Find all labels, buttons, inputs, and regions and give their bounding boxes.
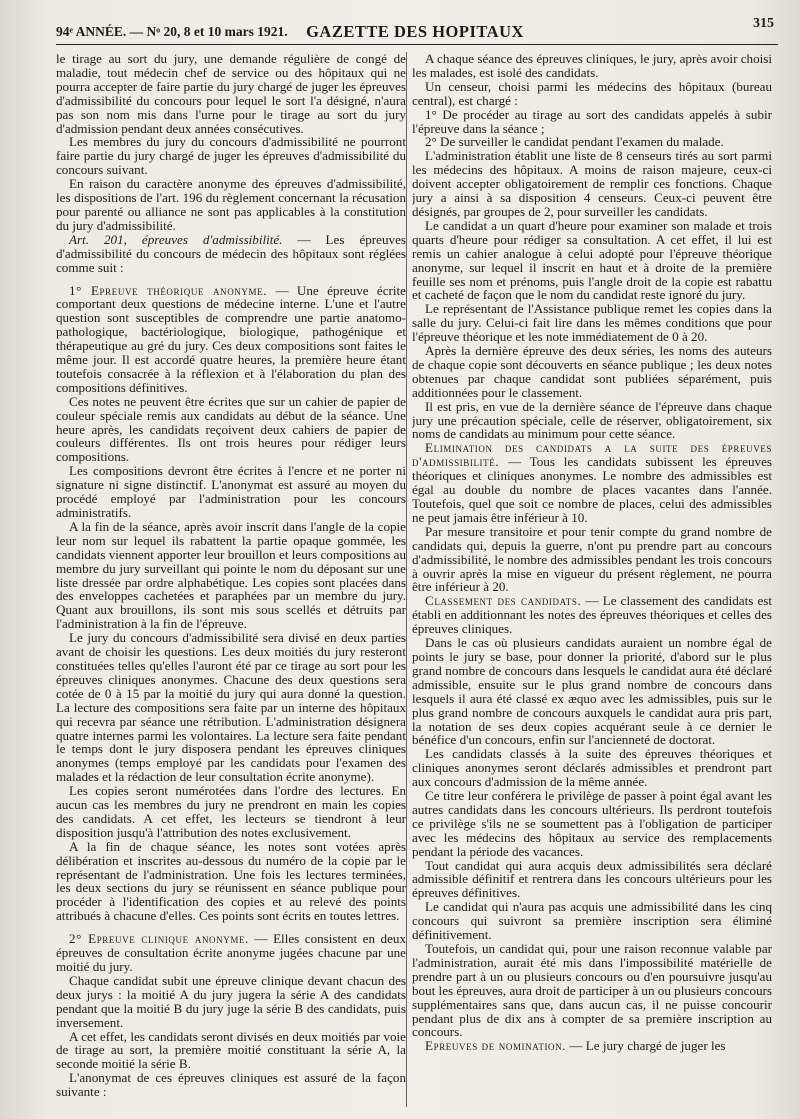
journal-title: GAZETTE DES HOPITAUX	[306, 22, 524, 41]
paragraph: A chaque séance des épreuves cliniques, le jury, après avoir choisi les malades, est isolé des candidats.	[412, 52, 772, 80]
paragraph: Un censeur, choisi parmi les médecins des hôpitaux (bureau central), est chargé :	[412, 78, 772, 108]
paragraph: le tirage au sort du jury, une demande régulière de congé de maladie, tout médecin chef de service ou des hôpitaux qui ne pourra accepter de faire partie du jury chargé de juger les épreuves d'admissibilité du concours pour lequel le sort l'a désigné, n'aura pas son nom mis dans l'urne pour le tirage au sort du jury d'admission pendant deux années consécutives.	[56, 52, 406, 136]
paragraph: 1° De procéder au tirage au sort des candidats appelés à subir l'épreuve dans la séance ;	[412, 106, 772, 136]
section-heading: Epreuves de nomination.	[425, 1038, 567, 1054]
section-text: — Elles consistent en deux épreuves de consultation écrite anonyme jugées chacune par une moitié du jury.	[56, 931, 406, 974]
paragraph: Les copies seront numérotées dans l'ordre des lectures. En aucun cas les membres du jury ne prendront en main les copies des candidats. A cet effet, les lecteurs se tiendront à leur disposition jusqu'à l'attribution des notes exclusivement.	[56, 783, 406, 840]
left-column	[56, 52, 406, 1107]
section-text: — Une épreuve écrite comportant deux questions de médecine interne. L'une et l'autre question sont susceptibles de comprendre une partie anatomo-pathologique, bactériologique, biologique, pathogénique et thérapeutique au gré du jury. Ces deux compositions sont faites le même jour. Il est accordé quatre heures, la première heure étant toutefois consacrée à la réflexion et à l'élaboration du plan des compositions définitives.	[56, 282, 406, 395]
paragraph: Après la dernière épreuve des deux séries, les noms des auteurs de chaque copie sont découverts en séance publique ; les deux notes obtenues par chaque candidat sont publiées séparément, puis additionnées pour le classement.	[412, 343, 772, 400]
article-text: — Les épreuves d'admissibilité du concours de médecin des hôpitaux sont réglées comme suit :	[56, 231, 406, 275]
section-heading: Elimination des candidats a la suite des épreuves d'admissibilité.	[412, 440, 772, 470]
paragraph: Les membres du jury du concours d'admissibilité ne pourront faire partie du jury chargé de juger les épreuves d'admissibilité du concours suivant.	[56, 134, 406, 178]
section-paragraph	[412, 594, 772, 636]
column-divider	[406, 52, 407, 1107]
header-rule	[56, 44, 778, 45]
page-number: 315	[753, 16, 774, 31]
paragraph: Ce titre leur conférera le privilège de passer à point égal avant les autres candidats dans les concours ultérieurs. Ils perdront toutefois ce privilège s'ils ne se soumettent pas à l'obligation de participer avec les médecins des hôpitaux au service des remplacements pendant la période des vacances.	[412, 788, 772, 859]
section-text: — Tous les candidats subissent les épreuves théoriques et cliniques anonymes. Le nombre des admissibles est égal au double du nombre de places vacantes dans l'année. Toutefois, quel que soit ce nombre de places, celui des admissibles ne peut jamais être inférieur à 10.	[412, 454, 772, 525]
paragraph: Le candidat a un quart d'heure pour examiner son malade et trois quarts d'heure pour rédiger sa consultation. A cet effet, il lui est remis un cahier analogue à celui adopté pour l'épreuve théorique anonyme, sur lequel il inscrit en haut et à droite de la première feuille ses nom et prénoms, puis l'angle droit de la copie est rabattu et cacheté de façon que le nom du candidat reste ignoré du jury.	[412, 217, 772, 303]
paragraph: L'anonymat de ces épreuves cliniques est assuré de la façon suivante :	[56, 1070, 406, 1100]
section-paragraph	[412, 441, 772, 524]
paragraph: A la fin de chaque séance, les notes sont votées après délibération et inscrites au-dessous du numéro de la copie par le représentant de l'administration. Une fois les lectures terminées, les deux sections du jury se réunissent en séance publique pour procéder à l'identification des copies et au relevé des points attribués à chacune d'elles. Ces points sont écrits en toutes lettres.	[56, 838, 406, 924]
article-label: Art. 201, épreuves d'admissibilité.	[69, 231, 283, 247]
paragraph: A la fin de la séance, après avoir inscrit dans l'angle de la copie leur nom sur lequel ils rabattent la partie opaque gommée, les candidats viennent apporter leur brouillon et leurs compositions au membre du jury surveillant qui pointe le nom du déposant sur une liste dressée par ordre alphabétique. Les copies sont placées dans des enveloppes cachetées et paraphées par un membre du jury. Quant aux brouillons, ils sont mis sous scellés et détruits par l'administration à la fin de l'épreuve.	[56, 518, 406, 632]
paragraph: Dans le cas où plusieurs candidats auraient un nombre égal de points le jury se base, pour donner la priorité, d'abord sur le plus grand nombre de concours dans lesquels le candidat aura été déclaré admissible, ensuite sur le plus grand nombre de concours dans lesquels il aura été classé ex æquo avec les admissibles, puis sur le plus grand nombre de concours auxquels le candidat aura pris part, la notation de ses deux copies acquérant seule à ce dernier le bénéfice d'un concours, enfin sur l'ancienneté de doctorat.	[412, 635, 772, 748]
paragraph: Le jury du concours d'admissibilité sera divisé en deux parties avant de choisir les questions. Les deux moitiés du jury resteront constituées telles qu'elles l'auront été par ce tirage au sort pour les épreuves cliniques anonymes. Chacune des deux questions sera cotée de 0 à 15 par la moitié du jury qui aura donné la question. La lecture des compositions sera faite par un interne des hôpitaux qui recevra par séance une rétribution. L'administration désignera quatre internes parmi les volontaires. La lecture sera faite pendant le temps dont le jury disposera pendant les épreuves cliniques anonymes (temps employé par les candidats pour l'examen des malades et la rédaction de leur consultation écrite anonyme).	[56, 630, 406, 785]
paragraph: Les candidats classés à la suite des épreuves théoriques et cliniques anonymes seront déclarés admissibles et prendront part aux concours d'admission de la même année.	[412, 746, 772, 790]
section-paragraph	[56, 284, 406, 395]
article-paragraph	[56, 233, 406, 275]
paragraph: Le représentant de l'Assistance publique remet les copies dans la salle du jury. Celui-ci fait lire dans les mêmes conditions que pour l'épreuve théorique et les note immédiatement de 0 à 20.	[412, 301, 772, 345]
section-heading: 1° Epreuve théorique anonyme.	[69, 282, 268, 298]
paragraph: L'administration établit une liste de 8 censeurs tirés au sort parmi les médecins des hôpitaux. A moins de raison majeure, ceux-ci doivent accepter obligatoirement de remplir ces fonctions. Chaque jury a ainsi à sa disposition 4 censeurs. Ceux-ci peuvent être désignés, par groupes de 2, pour surveiller les candidats.	[412, 148, 772, 219]
section-paragraph	[56, 932, 406, 974]
paragraph: Il est pris, en vue de la dernière séance de l'épreuve dans chaque jury une précaution spéciale, celle de réserver, obligatoirement, six noms de candidats au minimum pour cette séance.	[412, 398, 772, 442]
paragraph: A cet effet, les candidats seront divisés en deux moitiés par voie de tirage au sort, la première moitié constituant la série A, la seconde moitié la série B.	[56, 1028, 406, 1072]
right-column	[412, 52, 772, 1107]
section-text: — Le classement des candidats est établi en additionnant les notes des épreuves théoriques et celles des épreuves cliniques.	[412, 593, 772, 637]
paragraph: 2° De surveiller le candidat pendant l'examen du malade.	[425, 134, 724, 150]
paragraph: En raison du caractère anonyme des épreuves d'admissibilité, les dispositions de l'art. 196 du règlement concernant la récusation pour parenté ou alliance ne sont pas applicables à la constitution du jury d'admissibilité.	[56, 176, 406, 233]
paragraph: Tout candidat qui aura acquis deux admissibilités sera déclaré admissible définitif et rentrera dans les concours ultérieurs pour les épreuves définitives.	[412, 857, 772, 901]
paragraph: Par mesure transitoire et pour tenir compte du grand nombre de candidats qui, depuis la guerre, n'ont pu prendre part au concours d'admissibilité, le nombre des admissibles pendant les trois concours à ouvrir après la mise en vigueur du présent règlement, ne pourra être inférieur à 20.	[412, 523, 772, 595]
issue-info: 94ᵉ ANNÉE. — Nᵒ 20, 8 et 10 mars 1921.	[56, 24, 288, 39]
section-text: — Le jury chargé de juger les	[566, 1038, 726, 1054]
paragraph: Toutefois, un candidat qui, pour une raison reconnue valable par l'administration, aurait été mis dans l'impossibilité matérielle de prendre part à un ou plusieurs concours ou d'en poursuivre jusqu'au bout les épreuves, aura droit de participer à un ou plusieurs concours supplémentaires sans que, dans aucun cas, il ne puisse concourir pendant plus de dix ans à compter de sa première inscription au concours.	[412, 941, 772, 1040]
page-header	[56, 14, 774, 44]
paragraph: Ces notes ne peuvent être écrites que sur un cahier de papier de couleur spéciale remis aux candidats au début de la séance. Une heure après, les candidats reçoivent deux cahiers de papier de couleurs différentes. Ils ont trois heures pour rédiger leurs compositions.	[56, 393, 406, 465]
section-heading: 2° Epreuve clinique anonyme.	[69, 931, 249, 947]
paragraph: Le candidat qui n'aura pas acquis une admissibilité dans les cinq concours qui suivront sa première inscription sera éliminé définitivement.	[412, 899, 772, 943]
section-heading: Classement des candidats.	[425, 593, 582, 609]
section-paragraph	[412, 1039, 772, 1053]
paragraph: Les compositions devront être écrites à l'encre et ne porter ni signature ni signe distinctif. L'anonymat est assuré au moyen du procédé employé par l'administration pour les concours administratifs.	[56, 463, 406, 520]
paragraph: Chaque candidat subit une épreuve clinique devant chacun des deux jurys : la moitié A du jury jugera la série A des candidats pendant que la moitié B du jury juge la série B des candidats, puis inversement.	[56, 972, 406, 1030]
